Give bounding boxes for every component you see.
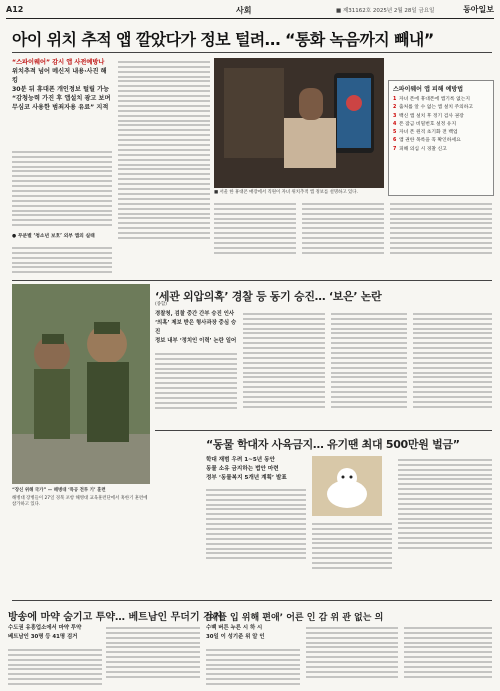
newspaper-logo: 동아일보 — [463, 4, 494, 14]
divider — [12, 600, 492, 601]
box-item: 1 자녀 폰에 휴대폰에 앱기록 없는지 — [393, 97, 470, 102]
subhead: “감청능력 가진 후 앱설치 광고 보며 — [12, 95, 111, 102]
body-text — [306, 624, 398, 681]
body-text — [302, 200, 384, 257]
story2-headline: ‘세관 외압의혹’ 경찰 등 동기 승진… ‘보은’ 논란 — [155, 290, 382, 303]
subhead: 수백 버튼 누른 시 하 시 — [206, 625, 263, 631]
subhead: 수도권 유흥업소에서 마약 투약 — [8, 625, 82, 631]
body-text — [106, 624, 200, 681]
photo-title: “장신 위해 국가” — 해병대 ‘특공 전투 기’ 훈련 — [12, 488, 106, 493]
story2-subheads — [155, 310, 237, 346]
subhead: 학대 재범 우려 1~5년 동안 — [206, 457, 275, 463]
body-text — [206, 486, 306, 562]
story3-headline: “동물 학대자 사육금지… 유기땐 최대 500만원 벌금” — [206, 438, 460, 451]
box-title: 스파이웨어 앱 피해 예방법 — [393, 86, 464, 93]
subhead: 베트남인 30명 등 41명 검거 — [8, 634, 78, 640]
issue-date: ■ 제31162호 2025년 2월 28일 금요일 — [336, 8, 435, 14]
box-item: 4 폰 잠금 비밀번호 설정 유지 — [393, 121, 457, 127]
body-text — [12, 148, 112, 229]
photo-caption: 해병대 장병들이 27일 경북 포항 해병대 교육훈련단에서 혹한기 훈련에 참가하고 있다. — [12, 496, 148, 507]
dog-illustration — [312, 456, 382, 516]
body-text — [12, 244, 112, 276]
subhead: ‘의혹’ 제보 받은 형사과장 중심 승진 — [155, 320, 237, 335]
subhead: “스파이웨어” 감시 앱 사전예방나 — [12, 59, 105, 66]
story2-byline: (종합) — [155, 302, 167, 307]
divider — [12, 52, 492, 53]
subhead: 30일 이 성기준 위 알 인 — [206, 634, 265, 640]
box-item: 7 피해 의심 시 경찰 신고 — [393, 146, 447, 152]
body-text — [390, 200, 492, 257]
body-text — [8, 646, 102, 688]
subhead: 경찰청, 검찰 중간 간부 승진 인사 — [155, 311, 235, 317]
story4-headline: 방송에 마약 숨기고 투약… 베트남인 무더기 검거 — [8, 612, 223, 623]
dog-photo — [312, 456, 382, 516]
story5-subheads — [206, 624, 306, 642]
military-photo — [12, 284, 150, 484]
section-name: 사회 — [236, 6, 252, 15]
prevention-box — [388, 80, 494, 196]
phone-photo-illustration — [214, 58, 384, 188]
photo-caption: ■ 서울 한 휴대폰 매장에서 직원이 자녀 위치추적 앱 정보를 설명하고 있다. — [214, 190, 358, 195]
subhead: 정부 ‘동물복지 5개년 계획’ 발표 — [206, 475, 287, 481]
box-item: 3 백신 앱 설치 후 정기 검사 권장 — [393, 113, 464, 119]
body-text — [413, 310, 492, 411]
main-subheads — [12, 58, 112, 112]
body-text — [404, 624, 492, 681]
subhead: 동물 소유 금지하는 법안 마련 — [206, 466, 279, 472]
body-text — [243, 310, 325, 411]
subhead: 정보 내부 ‘정치인 이력’ 논란 일어 — [155, 338, 237, 344]
page-number: A12 — [6, 5, 24, 14]
subhead: 무심코 사용한 범죄자용 유료” 지적 — [12, 104, 109, 111]
story4-subheads — [8, 624, 108, 642]
soldier-photo-illustration — [12, 284, 150, 484]
divider — [155, 430, 492, 431]
story3-subheads — [206, 456, 302, 483]
box-item: 6 앱 권한 목록을 꼭 확인하세요 — [393, 138, 461, 144]
page-header — [6, 4, 494, 19]
divider — [12, 280, 492, 281]
box-item: 2 출처를 알 수 없는 앱 설치 주의하고 — [393, 105, 474, 111]
body-text — [155, 350, 237, 412]
main-photo — [214, 58, 384, 188]
body-text — [331, 310, 407, 411]
subhead: 30분 뒤 휴대폰 개인정보 털릴 가능 — [12, 86, 110, 93]
body-text — [214, 200, 296, 257]
section-label: ● 무분별 ‘청소년 보호’ 외부 앱의 실태 — [12, 234, 95, 239]
main-headline: 아이 위치 추적 앱 깔았다가 정보 털려… “통화 녹음까지 빼내” — [12, 30, 434, 49]
body-text — [312, 520, 392, 572]
subhead: 위치추적 넘어 메신저 내용·사진 해킹 — [12, 68, 107, 84]
body-text — [206, 646, 300, 688]
box-item: 5 자녀 폰 원격 초기화 전 백업 — [393, 130, 458, 136]
story5-headline: ‘애플 입 위해 편애’ 어른 인 감 위 관 없는 의 — [206, 613, 384, 623]
body-text — [118, 58, 210, 242]
body-text — [398, 456, 492, 552]
